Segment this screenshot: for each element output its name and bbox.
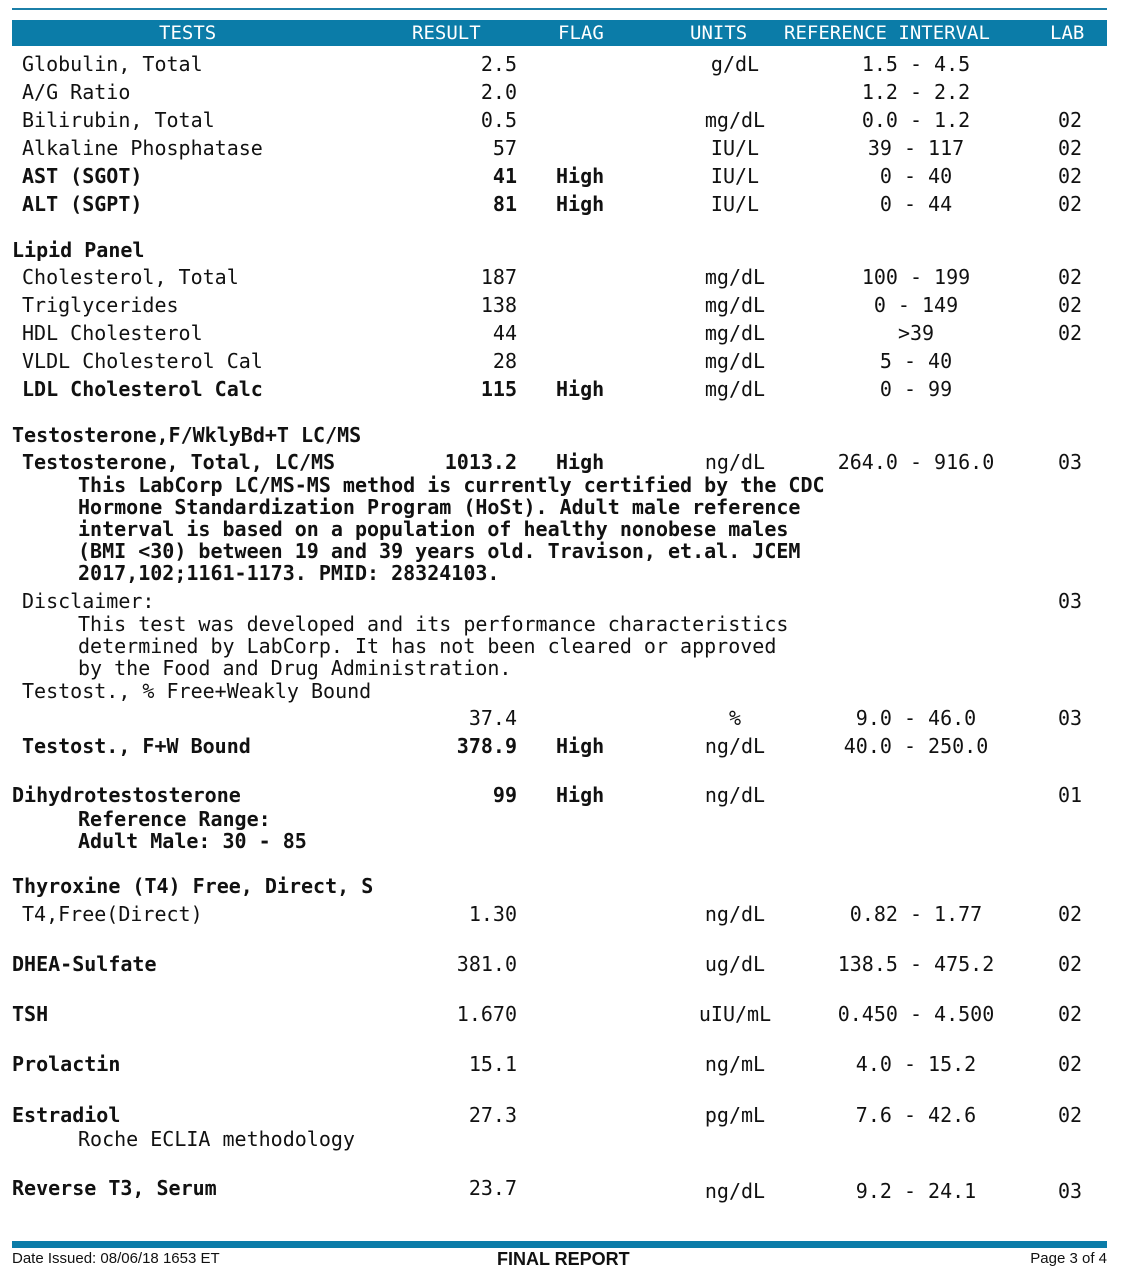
- table-row: [0, 1052, 1125, 1078]
- test-result: 23.7: [468, 1176, 517, 1200]
- test-units: ng/dL: [704, 902, 766, 926]
- test-units: mg/dL: [704, 293, 766, 317]
- test-result: 1.670: [456, 1002, 517, 1026]
- table-row: [0, 1103, 1125, 1129]
- test-name: Cholesterol, Total: [22, 265, 239, 289]
- test-flag: High: [556, 783, 605, 807]
- table-row: [0, 783, 1125, 809]
- test-lab: 02: [1058, 164, 1083, 188]
- test-result: 1013.2: [444, 450, 517, 474]
- test-units: ng/dL: [704, 1179, 766, 1203]
- test-lab: 02: [1058, 902, 1083, 926]
- test-name: VLDL Cholesterol Cal: [22, 349, 263, 373]
- table-row: [0, 952, 1125, 978]
- table-row: [0, 265, 1125, 291]
- test-lab: 02: [1058, 321, 1083, 345]
- test-name: Reverse T3, Serum: [12, 1176, 217, 1200]
- test-lab: 02: [1058, 1052, 1083, 1076]
- test-reference: 0.0 - 1.2: [861, 108, 971, 132]
- test-result: 0.5: [480, 108, 517, 132]
- table-row: [0, 706, 1125, 732]
- test-lab: 02: [1058, 108, 1083, 132]
- test-name: Testosterone, Total, LC/MS: [22, 450, 336, 474]
- table-row: [0, 192, 1125, 218]
- test-result: 2.0: [480, 80, 517, 104]
- section-title: [0, 874, 1125, 900]
- header-reference-interval: REFERENCE INTERVAL: [784, 22, 990, 44]
- table-row: [0, 377, 1125, 403]
- test-reference: 0 - 44: [879, 192, 953, 216]
- table-row: [0, 108, 1125, 134]
- test-units: %: [728, 706, 742, 730]
- test-reference: 1.2 - 2.2: [861, 80, 971, 104]
- certification-note: This LabCorp LC/MS-MS method is currently certified by the CDC Hormone Standardization Program (HoSt). Adult male reference interval is based on a population of healthy nonobese males (BMI <30) between 19 and 39 years old. Travison, et.al. JCEM 2017,102;1161-1173. PMID: 28324103.: [78, 473, 825, 585]
- test-reference: 4.0 - 15.2: [855, 1052, 977, 1076]
- test-result: 115: [480, 377, 517, 401]
- test-lab: 02: [1058, 265, 1083, 289]
- estradiol-method-note: Roche ECLIA methodology: [78, 1127, 355, 1151]
- table-row: [0, 80, 1125, 106]
- test-result: 41: [492, 164, 517, 188]
- test-lab: 02: [1058, 136, 1083, 160]
- table-row: [0, 1002, 1125, 1028]
- test-result: 187: [480, 265, 517, 289]
- test-units: ng/dL: [704, 734, 766, 758]
- test-units: uIU/mL: [698, 1002, 772, 1026]
- header-lab: LAB: [1050, 22, 1085, 44]
- test-units: mg/dL: [704, 108, 766, 132]
- header-tests: TESTS: [159, 22, 217, 44]
- test-lab: 03: [1058, 450, 1083, 474]
- test-reference: 138.5 - 475.2: [837, 952, 995, 976]
- test-name: LDL Cholesterol Calc: [22, 377, 263, 401]
- test-units: IU/L: [710, 136, 760, 160]
- test-name: Bilirubin, Total: [22, 108, 215, 132]
- test-name: Globulin, Total: [22, 52, 203, 76]
- test-units: mg/dL: [704, 377, 766, 401]
- test-flag: High: [556, 192, 605, 216]
- test-reference: >39: [897, 321, 935, 345]
- test-units: mg/dL: [704, 349, 766, 373]
- table-row: [0, 293, 1125, 319]
- test-result: 44: [492, 321, 517, 345]
- test-result: 378.9: [456, 734, 517, 758]
- test-name: Alkaline Phosphatase: [22, 136, 263, 160]
- top-divider: [12, 8, 1107, 10]
- test-name: Prolactin: [12, 1052, 121, 1076]
- test-name: Dihydrotestosterone: [12, 783, 241, 807]
- test-flag: High: [556, 734, 605, 758]
- test-units: IU/L: [710, 192, 760, 216]
- test-name: ALT (SGPT): [22, 192, 143, 216]
- footer-divider: [12, 1241, 1107, 1248]
- test-result: 381.0: [456, 952, 517, 976]
- test-lab: 03: [1058, 589, 1083, 613]
- table-row: [0, 679, 1125, 705]
- test-result: 28: [492, 349, 517, 373]
- test-lab: 02: [1058, 192, 1083, 216]
- section-title: [0, 238, 1125, 264]
- test-name: TSH: [12, 1002, 49, 1026]
- section-title: [0, 423, 1125, 449]
- test-name: Estradiol: [12, 1103, 121, 1127]
- dht-reference-note: Reference Range: Adult Male: 30 - 85: [78, 807, 307, 853]
- test-reference: 0.450 - 4.500: [837, 1002, 995, 1026]
- test-units: pg/mL: [704, 1103, 766, 1127]
- disclaimer-label: Disclaimer:: [22, 589, 155, 613]
- table-row: [0, 1176, 1125, 1202]
- test-reference: 264.0 - 916.0: [837, 450, 995, 474]
- test-reference: 1.5 - 4.5: [861, 52, 971, 76]
- test-name: T4,Free(Direct): [22, 902, 203, 926]
- test-reference: 7.6 - 42.6: [855, 1103, 977, 1127]
- test-result: 99: [492, 783, 517, 807]
- test-units: ug/dL: [704, 952, 766, 976]
- table-row: [0, 136, 1125, 162]
- test-units: mg/dL: [704, 321, 766, 345]
- test-result: 57: [492, 136, 517, 160]
- test-name: Testost., F+W Bound: [22, 734, 251, 758]
- test-result: 81: [492, 192, 517, 216]
- header-flag: FLAG: [558, 22, 604, 44]
- test-lab: 02: [1058, 952, 1083, 976]
- test-flag: High: [556, 450, 605, 474]
- test-units: ng/dL: [704, 450, 766, 474]
- test-name: Testost., % Free+Weakly Bound: [22, 679, 372, 703]
- test-name: AST (SGOT): [22, 164, 143, 188]
- test-reference: 0 - 149: [873, 293, 959, 317]
- test-lab: 02: [1058, 1103, 1083, 1127]
- test-result: 27.3: [468, 1103, 517, 1127]
- test-result: 138: [480, 293, 517, 317]
- section-title-text: Lipid Panel: [12, 238, 145, 262]
- test-units: ng/mL: [704, 1052, 766, 1076]
- test-units: IU/L: [710, 164, 760, 188]
- test-result: 2.5: [480, 52, 517, 76]
- test-reference: 39 - 117: [867, 136, 965, 160]
- test-lab: 03: [1058, 1179, 1083, 1203]
- table-row: [0, 164, 1125, 190]
- test-result: 37.4: [468, 706, 517, 730]
- test-name: DHEA-Sulfate: [12, 952, 157, 976]
- test-reference: 9.0 - 46.0: [855, 706, 977, 730]
- header-result: RESULT: [412, 22, 481, 44]
- section-title-text: Thyroxine (T4) Free, Direct, S: [12, 874, 374, 898]
- test-name: A/G Ratio: [22, 80, 131, 104]
- section-title-text: Testosterone,F/WklyBd+T LC/MS: [12, 423, 362, 447]
- test-reference: 0.82 - 1.77: [849, 902, 983, 926]
- test-flag: High: [556, 377, 605, 401]
- table-row: [0, 734, 1125, 760]
- test-units: mg/dL: [704, 265, 766, 289]
- test-reference: 0 - 99: [879, 377, 953, 401]
- table-row: [0, 902, 1125, 928]
- test-result: 1.30: [468, 902, 517, 926]
- test-units: ng/dL: [704, 783, 766, 807]
- table-row: [0, 52, 1125, 78]
- test-name: Triglycerides: [22, 293, 179, 317]
- test-reference: 40.0 - 250.0: [843, 734, 989, 758]
- test-units: g/dL: [710, 52, 760, 76]
- test-reference: 0 - 40: [879, 164, 953, 188]
- report-status: FINAL REPORT: [497, 1249, 630, 1269]
- test-lab: 02: [1058, 293, 1083, 317]
- test-lab: 01: [1058, 783, 1083, 807]
- date-issued: Date Issued: 08/06/18 1653 ET: [12, 1250, 220, 1267]
- table-row: [0, 349, 1125, 375]
- table-row: [0, 321, 1125, 347]
- test-flag: High: [556, 164, 605, 188]
- test-reference: 9.2 - 24.1: [855, 1179, 977, 1203]
- test-name: HDL Cholesterol: [22, 321, 203, 345]
- disclaimer-note: This test was developed and its performance characteristics determined by LabCorp. It has not been cleared or approved by the Food and Drug Administration.: [78, 612, 789, 680]
- header-units: UNITS: [690, 22, 748, 44]
- test-lab: 02: [1058, 1002, 1083, 1026]
- table-header: [12, 20, 1107, 46]
- test-reference: 5 - 40: [879, 349, 953, 373]
- test-result: 15.1: [468, 1052, 517, 1076]
- test-reference: 100 - 199: [861, 265, 971, 289]
- test-lab: 03: [1058, 706, 1083, 730]
- page-number: Page 3 of 4: [1030, 1250, 1107, 1267]
